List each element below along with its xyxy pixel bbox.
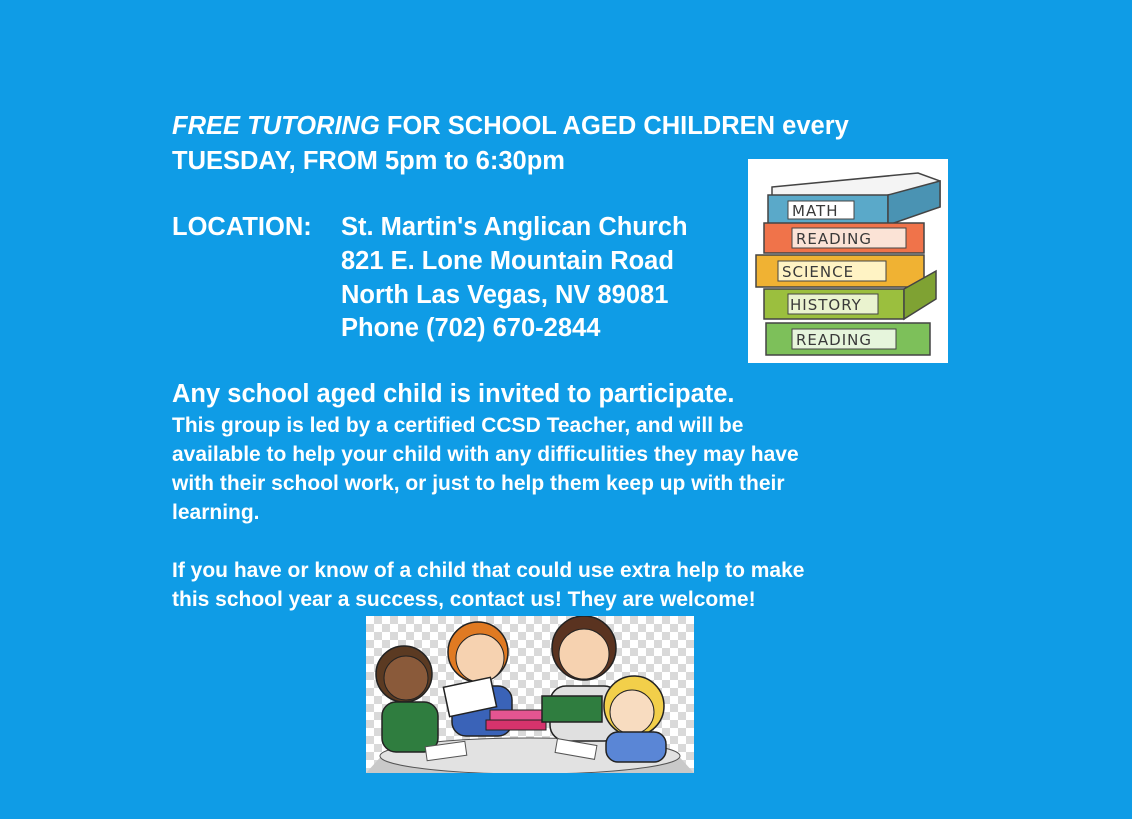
headline-line-2: TUESDAY, FROM 5pm to 6:30pm <box>172 147 565 175</box>
book-reading-bottom <box>766 323 930 355</box>
book-science <box>756 255 924 287</box>
location-church: St. Martin's Anglican Church <box>341 213 688 241</box>
children-reading-illustration-icon <box>366 616 694 773</box>
book-stack-image <box>748 159 948 363</box>
children-reading-image <box>366 616 694 773</box>
paragraph-line: with their school work, or just to help them keep up with their <box>172 472 785 495</box>
location-label: LOCATION: <box>172 213 312 241</box>
book-math <box>768 173 940 225</box>
paragraph-line: learning. <box>172 501 260 524</box>
paragraph-line: this school year a success, contact us! They are welcome! <box>172 588 756 611</box>
book-label: HISTORY <box>790 296 862 314</box>
book-label: MATH <box>792 202 839 220</box>
headline-rest: FOR SCHOOL AGED CHILDREN every <box>379 112 849 140</box>
paragraph-line: available to help your child with any difficulities they may have <box>172 443 799 466</box>
contact-paragraph <box>172 556 804 614</box>
location-phone: Phone (702) 670-2844 <box>341 314 601 342</box>
headline-line-1 <box>172 112 849 141</box>
location-city: North Las Vegas, NV 89081 <box>341 281 669 309</box>
book-label: SCIENCE <box>782 263 855 281</box>
invite-heading: Any school aged child is invited to participate. <box>172 380 735 408</box>
book-label: READING <box>796 230 872 248</box>
paragraph-line: If you have or know of a child that could use extra help to make <box>172 559 805 582</box>
paragraph-line: This group is led by a certified CCSD Teacher, and will be <box>172 414 744 437</box>
book-reading-top <box>764 223 924 253</box>
location-street: 821 E. Lone Mountain Road <box>341 247 674 275</box>
headline-italic: FREE TUTORING <box>172 112 380 140</box>
description-paragraph <box>172 411 799 527</box>
book-label: READING <box>796 331 872 349</box>
book-stack-icon <box>748 159 948 363</box>
